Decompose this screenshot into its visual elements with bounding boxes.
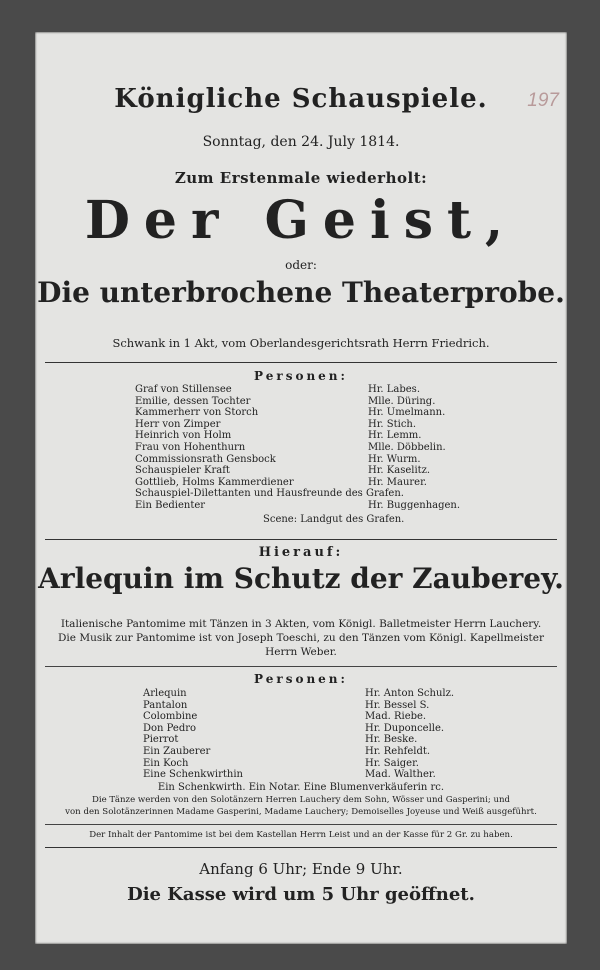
play2-note: Hierauf: (258, 545, 344, 560)
role: Pantalon (143, 699, 188, 711)
play2-dancers-2: von den Solotänzerinnen Madame Gasperini, Madame Lauchery; Demoiselles Joyeuse und Weiß ausgeführt. (65, 807, 537, 817)
actor: Hr. Lemm. (368, 430, 422, 442)
actor: Mad. Riebe. (365, 711, 427, 723)
role: Ein Bedienter (135, 499, 206, 511)
actor: Hr. Wurm. (368, 453, 421, 465)
divider (45, 362, 557, 363)
play1-roles (135, 384, 404, 512)
actor (368, 488, 460, 500)
role: Colombine (143, 711, 198, 723)
divider (45, 824, 557, 825)
actor: Hr. Kaselitz. (368, 465, 431, 477)
play1-scene: Scene: Landgut des Grafen. (263, 514, 405, 525)
actor: Hr. Beske. (365, 734, 418, 746)
actor: Hr. Labes. (368, 384, 420, 395)
role: Pierrot (143, 734, 179, 746)
actor: Hr. Maurer. (368, 476, 427, 488)
play1-actors (368, 384, 460, 512)
divider (45, 666, 557, 667)
play1-description: Schwank in 1 Akt, vom Oberlandesgerichtsrath Herrn Friedrich. (112, 336, 490, 350)
actor: Mlle. Döbbelin. (368, 441, 446, 453)
play2-personen-label: Personen: (254, 672, 348, 686)
actor: Mlle. Düring. (368, 395, 436, 407)
performance-date: Sonntag, den 24. July 1814. (202, 134, 400, 150)
archive-number: 197 (527, 90, 559, 111)
role: Arlequin (143, 688, 187, 699)
role: Graf von Stillensee (135, 384, 232, 395)
divider (45, 847, 557, 848)
role: Ein Zauberer (143, 745, 211, 757)
play2-description-2: Die Musik zur Pantomime ist von Joseph Toeschi, zu den Tänzen vom Königl. Kapellmeister (58, 632, 544, 644)
actor: Hr. Bessel S. (365, 699, 430, 711)
play1-subtitle: Die unterbrochene Theaterprobe. (37, 276, 565, 309)
role: Schauspieler Kraft (135, 465, 230, 477)
actor: Mad. Walther. (365, 769, 436, 781)
performance-times: Anfang 6 Uhr; Ende 9 Uhr. (199, 860, 403, 878)
role: Don Pedro (143, 722, 197, 734)
role: Frau von Hohenthurn (135, 441, 246, 453)
play2-title: Arlequin im Schutz der Zauberey. (38, 562, 564, 595)
role: Emilie, dessen Tochter (135, 395, 251, 407)
actor: Hr. Rehfeldt. (365, 745, 431, 757)
play2-extras: Ein Schenkwirth. Ein Notar. Eine Blumenverkäuferin rc. (157, 782, 445, 793)
play1-note: Zum Erstenmale wiederholt: (174, 169, 428, 187)
divider (45, 539, 557, 540)
play2-dancers-1: Die Tänze werden von den Solotänzern Herren Lauchery dem Sohn, Wösser und Gasperini; und (91, 795, 511, 805)
theatre-name: Königliche Schauspiele. (114, 84, 488, 114)
actor: Hr. Buggenhagen. (368, 499, 461, 511)
playbill-sheet (35, 32, 567, 944)
role: Eine Schenkwirthin (143, 769, 243, 781)
actor: Hr. Stich. (368, 418, 417, 430)
play1-or: oder: (285, 258, 317, 272)
role: Commissionsrath Gensbock (135, 453, 276, 465)
play1-personen-label: Personen: (254, 369, 348, 383)
role: Kammerherr von Storch (135, 407, 259, 419)
actor: Hr. Duponcelle. (365, 722, 445, 734)
actor: Hr. Anton Schulz. (365, 688, 455, 699)
play1-title: Der Geist, (84, 190, 518, 251)
actor: Hr. Saiger. (365, 757, 419, 769)
play2-actors (365, 688, 454, 781)
play2-description-1: Italienische Pantomime mit Tänzen in 3 Akten, vom Königl. Balletmeister Herrn Lauchery. (60, 618, 542, 630)
role: Herr von Zimper (135, 418, 221, 430)
role: Heinrich von Holm (135, 430, 232, 442)
role: Gottlieb, Holms Kammerdiener (135, 476, 294, 488)
play2-description-3: Herrn Weber. (265, 646, 337, 658)
play2-notice: Der Inhalt der Pantomime ist bei dem Kastellan Herrn Leist und an der Kasse für 2 Gr. zu haben. (89, 830, 513, 840)
box-office-opening: Die Kasse wird um 5 Uhr geöffnet. (127, 884, 475, 905)
role: Schauspiel-Dilettanten und Hausfreunde des Grafen. (135, 488, 404, 500)
play2-roles (143, 688, 243, 781)
actor: Hr. Umelmann. (368, 407, 446, 419)
role: Ein Koch (143, 757, 189, 769)
